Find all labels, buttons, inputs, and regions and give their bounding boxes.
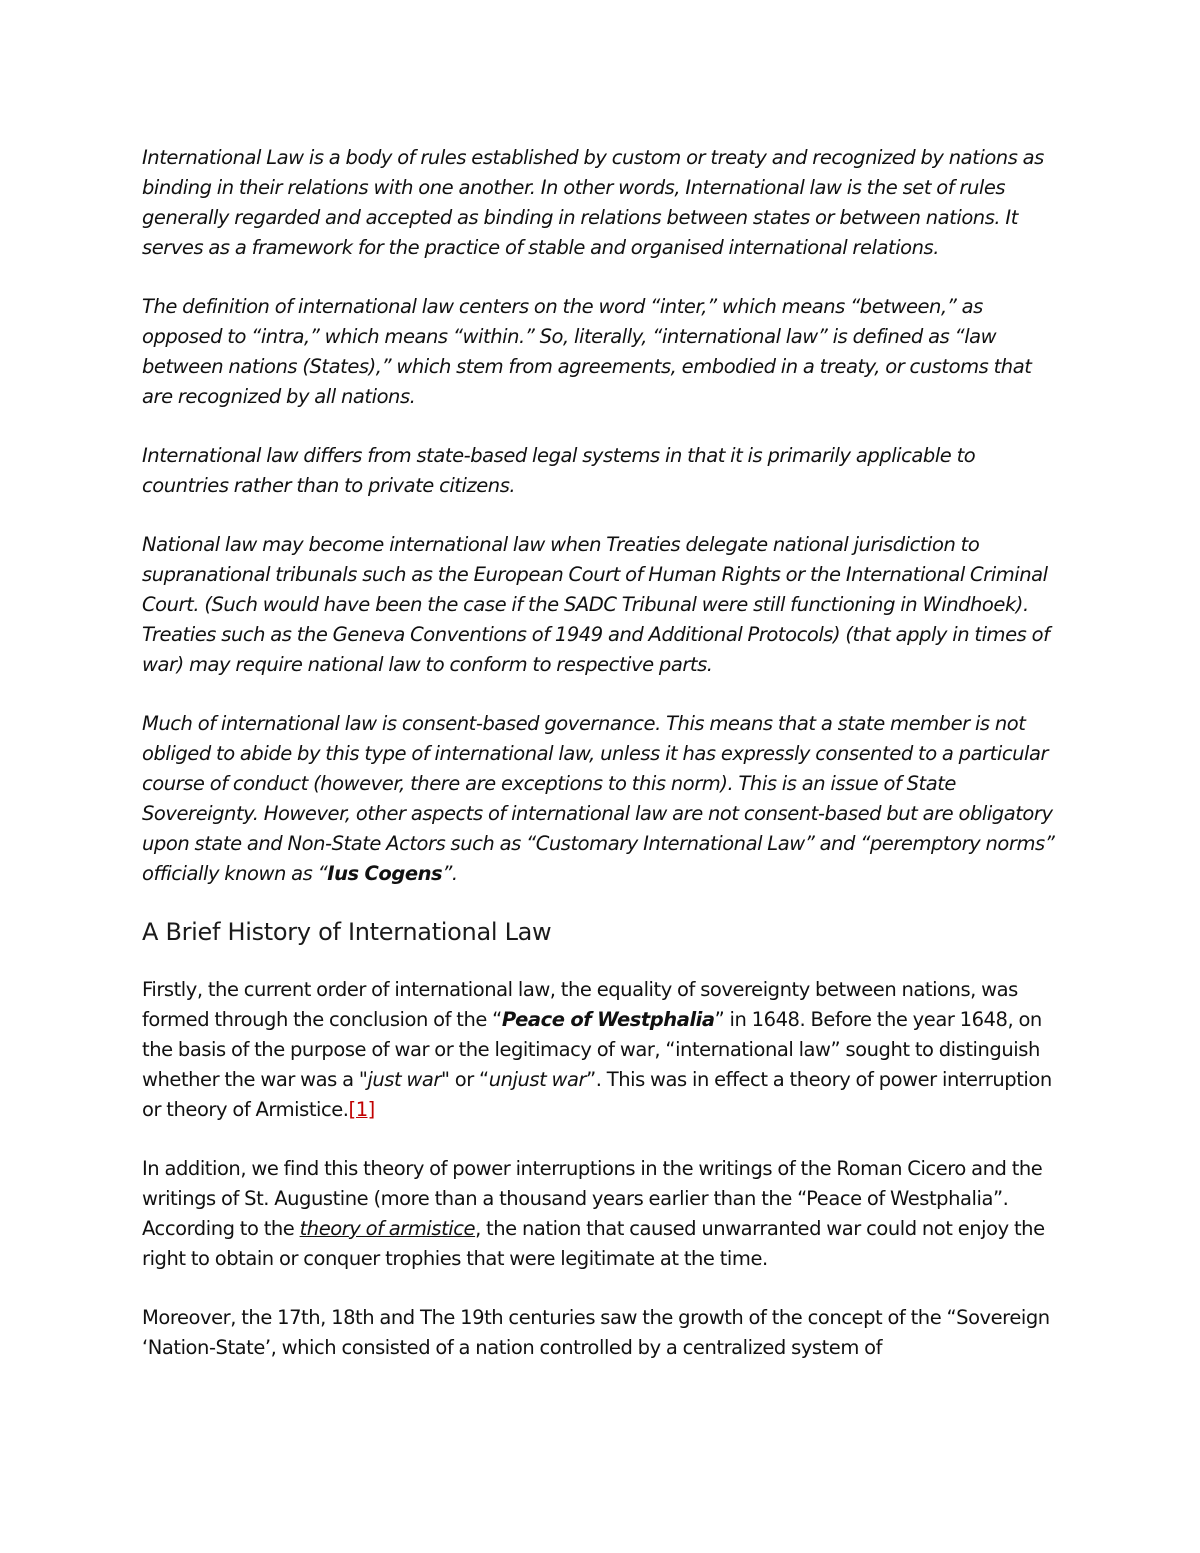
unjust-war-term: unjust war: [488, 1068, 587, 1091]
consent-text-b: ”.: [442, 862, 458, 885]
paragraph-inter-meaning: The definition of international law centers on the word “inter,” which means “between,” as opposed to “intra,” which means “within.” So, literally, “international law” is defined as “law between nations (States),” which stem from agreements, embodied in a treaty, or customs that are recognized by all nations.: [142, 295, 1032, 408]
cicero-text-a: In addition, we find this theory of power interruptions in the writings of the Roman Cicero and the writings of St. Augustine (more than a thousand years earlier than the “Peace of Westphalia”. According to the: [142, 1157, 1043, 1240]
paragraph-state-based-difference: International law differs from state-based legal systems in that it is primarily applicable to countries rather than to private citizens.: [142, 444, 976, 497]
paragraph-national-law: National law may become international law when Treaties delegate national jurisdiction to supranational tribunals such as the European Court of Human Rights or the International Criminal Court. (Such would have been the case if the SADC Tribunal were still functioning in Windhoek). Treaties such as the Geneva Conventions of 1949 and Additional Protocols) (that apply in times of war) may require national law to conform to respective parts.: [142, 533, 1050, 676]
cicero-text-b: , the nation that caused unwarranted war could not enjoy the right to obtain or conquer trophies that were legitimate at the time.: [142, 1217, 1045, 1270]
just-war-term: just war: [367, 1068, 441, 1091]
westphalia-text-a: Firstly, the current order of international law, the equality of sovereignty between nations, was formed through the conclusion of the “: [142, 978, 1018, 1031]
consent-text-a: Much of international law is consent-based governance. This means that a state member is not obliged to abide by this type of international law, unless it has expressly consented to a particular course of conduct (however, there are exceptions to this norm). This is an issue of State Sovereignty. However, other aspects of international law are not consent-based but are obligatory upon state and Non-State Actors such as “Customary International Law” and “peremptory norms” officially known as “: [142, 712, 1055, 885]
ius-cogens-term: Ius Cogens: [327, 862, 443, 885]
westphalia-term: Peace of Westphalia: [501, 1008, 715, 1031]
document-page: [142, 143, 1062, 1363]
paragraph-definition: International Law is a body of rules established by custom or treaty and recognized by nations as binding in their relations with one another. In other words, International law is the set of rules generally regarded and accepted as binding in relations between states or between nations. It serves as a framework for the practice of stable and organised international relations.: [142, 146, 1044, 259]
westphalia-text-b: ” in 1648. Before the year 1648, on the basis of the purpose of war or the legitimacy of war, “international law” sought to distinguish whether the war was a ": [142, 1008, 1042, 1091]
paragraph-westphalia: [142, 975, 1062, 1125]
paragraph-consent-based: [142, 709, 1062, 889]
theory-of-armistice-term: theory of armistice: [299, 1217, 476, 1240]
westphalia-text-c: " or “: [440, 1068, 489, 1091]
footnote-link[interactable]: [1]: [348, 1098, 375, 1121]
paragraph-sovereign-nation-state: Moreover, the 17th, 18th and The 19th centuries saw the growth of the concept of the “Sovereign ‘Nation-State’, which consisted of a nation controlled by a centralized system of: [142, 1306, 1050, 1359]
paragraph-cicero-augustine: [142, 1154, 1062, 1274]
section-heading: A Brief History of International Law: [142, 918, 552, 946]
westphalia-text-d: ”. This was in effect a theory of power interruption or theory of Armistice.: [142, 1068, 1052, 1121]
